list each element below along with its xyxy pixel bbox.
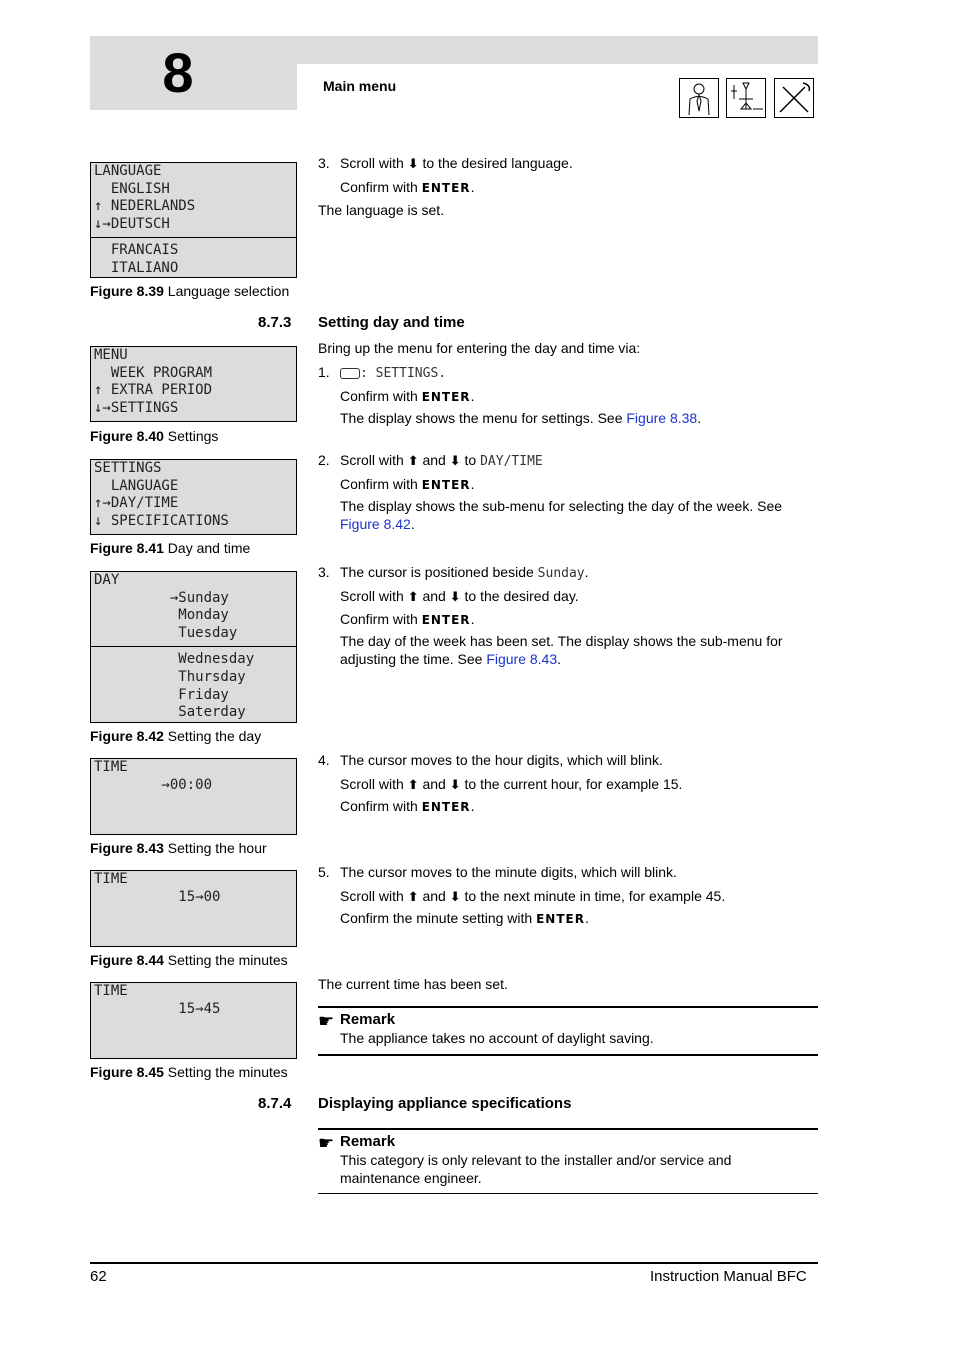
step-text: Scroll with ⬆ and ⬇ to the next minute in time, for example 45. [340,888,726,905]
lcd-line: LANGUAGE [94,163,162,179]
lcd-line: Thursday [94,668,246,685]
step-number: 3. [318,564,330,580]
document-title: Instruction Manual BFC [650,1268,807,1285]
enter-key: ENTER [421,390,471,404]
remark-bottom-rule [318,1193,818,1194]
remark-text: maintenance engineer. [340,1170,482,1186]
lcd-line: DAY [94,572,120,588]
figure-caption: Figure 8.43 Setting the hour [90,840,267,856]
remark-title: Remark [340,1011,396,1028]
step-text: Scroll with ⬆ and ⬇ to DAY/TIME [340,452,543,469]
result-text: The current time has been set. [318,976,508,992]
section-number: 8.7.3 [258,314,292,331]
tools-icon [774,78,814,118]
arrow-down-icon: ⬇ [449,890,461,905]
lcd-time-minutes [90,870,297,947]
figure-caption: Figure 8.39 Language selection [90,283,290,299]
lcd-time-hour [90,758,297,835]
step-confirm: Confirm the minute setting with ENTER. [340,910,589,926]
arrow-down-icon: ⬇ [449,454,461,469]
chapter-number: 8 [162,41,194,104]
step-confirm: Confirm with ENTER. [340,476,475,492]
step-number: 2. [318,452,330,468]
lcd-line: Monday [94,607,229,624]
step-text: The cursor moves to the minute digits, which will blink. [340,864,677,880]
figure-link[interactable]: Figure 8.38 [626,410,698,426]
step-text: Scroll with ⬆ and ⬇ to the current hour, for example 15. [340,776,683,793]
step-desc: Figure 8.42. [340,516,415,532]
remark-top-rule [318,1006,818,1008]
step-desc: adjusting the time. See Figure 8.43. [340,651,562,667]
lcd-language [90,162,297,278]
arrow-up-icon: ⬆ [407,778,419,793]
lcd-line: ↓ SPECIFICATIONS [94,512,229,529]
step-number: 3. [318,155,330,171]
remark-text: This category is only relevant to the installer and/or service and [340,1152,732,1168]
arrow-down-icon: ⬇ [407,157,419,172]
lcd-line: Saterday [94,704,246,721]
arrow-up-icon: ⬆ [407,590,419,605]
figure-caption: Figure 8.40 Settings [90,428,219,444]
arrow-up-icon: ⬆ [407,454,419,469]
lcd-line: MENU [94,347,128,363]
step-text: : SETTINGS. [340,364,446,381]
keyboard-icon [340,368,360,379]
step-confirm: Confirm with ENTER. [340,179,475,195]
lcd-line: SETTINGS [94,460,162,476]
enter-key: ENTER [536,912,585,926]
step-number: 4. [318,752,330,768]
step-confirm: Confirm with ENTER. [340,798,475,814]
step-confirm: Confirm with ENTER. [340,388,475,404]
remark-title: Remark [340,1133,396,1150]
figure-link[interactable]: Figure 8.42 [340,516,411,532]
page-number: 62 [90,1268,107,1285]
arrow-down-icon: ⬇ [449,590,461,605]
lcd-line: WEEK PROGRAM [94,364,213,381]
lcd-divider [91,237,296,238]
remark-bottom-rule [318,1054,818,1056]
lcd-line: Wednesday [94,651,255,668]
lcd-line: ↑ NEDERLANDS [94,198,196,215]
section-number: 8.7.4 [258,1095,292,1112]
lcd-line: →00:00 [94,776,213,793]
lcd-line: ENGLISH [94,180,170,197]
step-desc: The display shows the sub-menu for selecting the day of the week. See [340,498,783,514]
lcd-line: 15→45 [94,1000,221,1017]
lcd-time-set [90,982,297,1059]
step-text: Scroll with ⬇ to the desired language. [340,155,573,172]
figure-caption: Figure 8.45 Setting the minutes [90,1064,288,1080]
lcd-menu [90,346,297,422]
step-confirm: Confirm with ENTER. [340,611,475,627]
figure-caption: Figure 8.42 Setting the day [90,728,262,744]
section-heading: Displaying appliance specifications [318,1095,572,1112]
figure-caption: Figure 8.41 Day and time [90,540,251,556]
remark-top-rule [318,1128,818,1130]
lcd-line: LANGUAGE [94,477,179,494]
lcd-settings [90,459,297,535]
enter-key: ENTER [421,181,471,195]
user-icon [679,78,719,118]
lcd-day [90,571,297,723]
section-title: Main menu [323,78,397,94]
step-text: The cursor is positioned beside Sunday. [340,564,589,581]
footer-rule [90,1262,818,1264]
hand-icon: ☛ [318,1011,335,1031]
enter-key: ENTER [421,613,471,627]
step-number: 1. [318,364,330,380]
arrow-up-icon: ⬆ [407,890,419,905]
step-desc: The day of the week has been set. The display shows the sub-menu for [340,633,783,649]
lcd-line: TIME [94,871,128,887]
lcd-line: ↓→DEUTSCH [94,215,170,232]
lcd-line: ↓→SETTINGS [94,399,179,416]
step-text: Scroll with ⬆ and ⬇ to the desired day. [340,588,579,605]
lcd-divider [91,646,296,647]
step-number: 5. [318,864,330,880]
figure-link[interactable]: Figure 8.43 [486,651,558,667]
result-text: The language is set. [318,202,445,218]
header-band [297,36,818,64]
enter-key: ENTER [421,478,471,492]
intro-text: Bring up the menu for entering the day and time via: [318,340,641,356]
lcd-line: →Sunday [94,589,229,606]
lcd-line: ↑ EXTRA PERIOD [94,382,213,399]
arrow-down-icon: ⬇ [449,778,461,793]
step-text: The cursor moves to the hour digits, which will blink. [340,752,663,768]
piping-diagram-icon [726,78,766,118]
lcd-line: FRANCAIS [94,242,179,259]
lcd-line: TIME [94,759,128,775]
lcd-line: Friday [94,686,229,703]
step-desc: The display shows the menu for settings. See Figure 8.38. [340,410,702,426]
figure-caption: Figure 8.44 Setting the minutes [90,952,288,968]
hand-icon: ☛ [318,1133,335,1153]
lcd-line: ↑→DAY/TIME [94,495,179,512]
lcd-line: 15→00 [94,888,221,905]
remark-text: The appliance takes no account of daylight saving. [340,1030,654,1046]
section-heading: Setting day and time [318,314,465,331]
lcd-line: Tuesday [94,624,238,641]
lcd-line: TIME [94,983,128,999]
lcd-line: ITALIANO [94,259,179,276]
enter-key: ENTER [421,800,471,814]
